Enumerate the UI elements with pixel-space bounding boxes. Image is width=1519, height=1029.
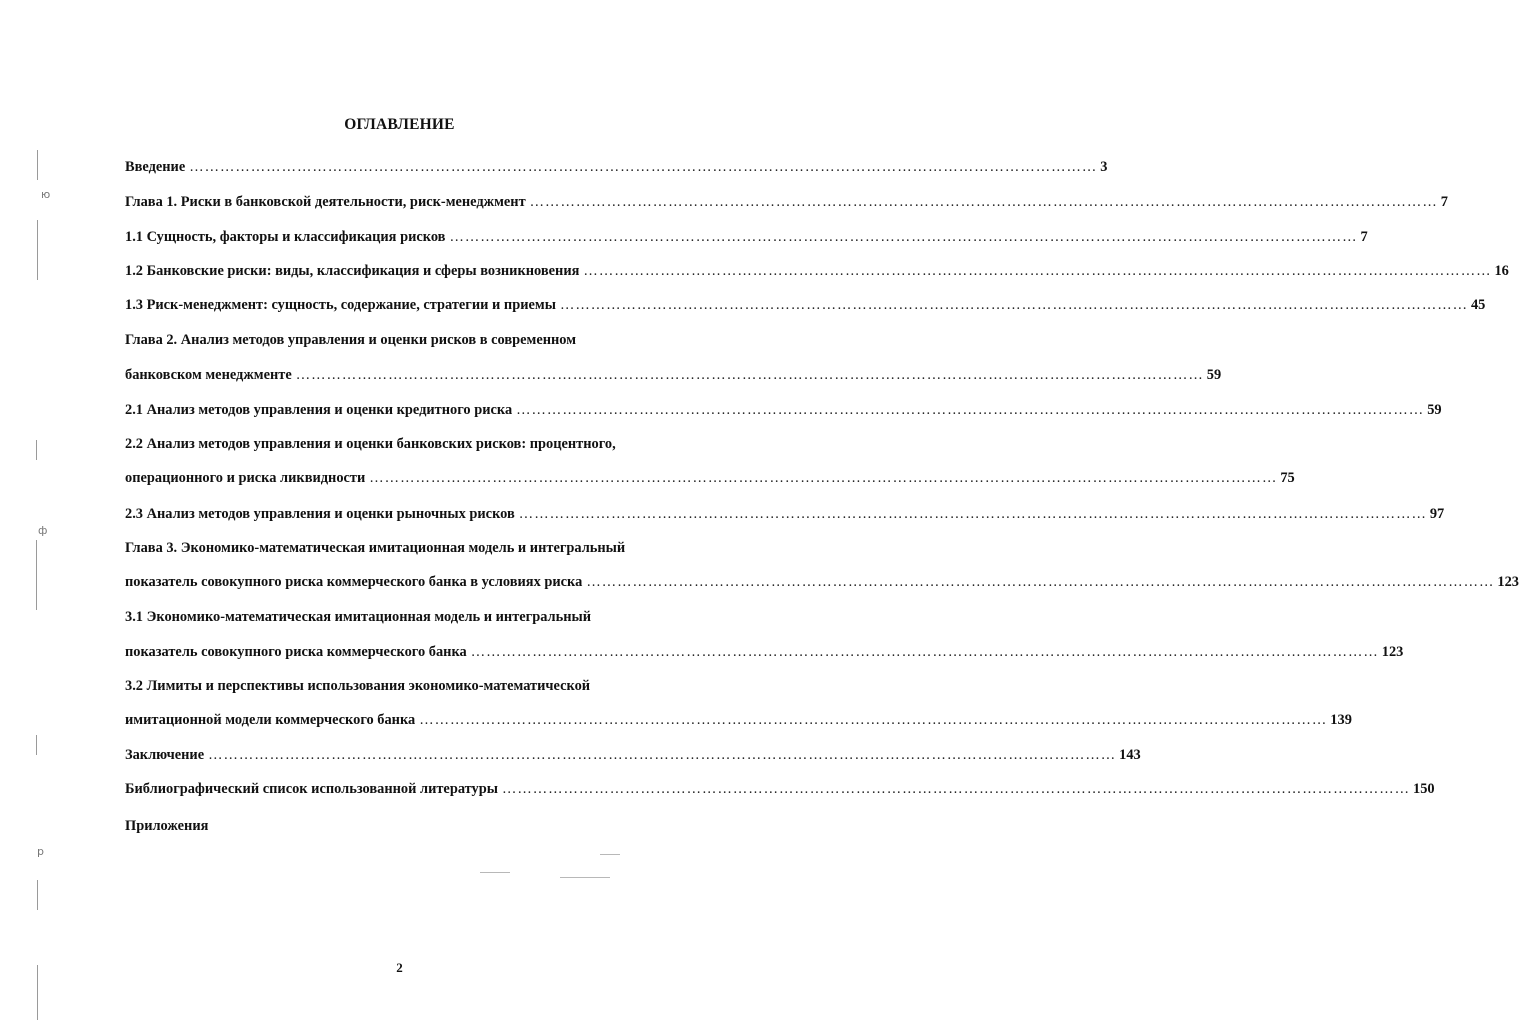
toc-entry-page: 97: [1429, 506, 1445, 522]
toc-leader-dots: ……………………………………………………………………………………………………………………………………………………………: [583, 263, 1492, 279]
toc-leader-dots: ……………………………………………………………………………………………………………………………………………………………: [208, 747, 1117, 763]
toc-entry-appendices[interactable]: Приложения: [125, 818, 209, 834]
toc-entry-chapter-3[interactable]: [125, 573, 1519, 591]
toc-leader-dots: ……………………………………………………………………………………………………………………………………………………………: [518, 506, 1427, 522]
scan-edge-line: [37, 880, 38, 910]
scan-edge-line: [37, 150, 38, 180]
toc-entry-page: 75: [1280, 470, 1295, 486]
toc-entry-page: 7: [1440, 194, 1448, 210]
toc-entry-page: 123: [1497, 574, 1519, 590]
toc-entry-page: 123: [1381, 644, 1404, 660]
toc-entry-chapter-2-line-1[interactable]: Глава 2. Анализ методов управления и оценки рисков в современном: [125, 332, 577, 348]
toc-leader-dots: ……………………………………………………………………………………………………………………………………………………………: [470, 644, 1379, 660]
toc-entry-bibliography[interactable]: [125, 780, 1435, 798]
toc-leader-dots: ……………………………………………………………………………………………………………………………………………………………: [529, 194, 1438, 210]
toc-entry-section-2-3[interactable]: [125, 505, 1445, 523]
toc-entry-text: Глава 1. Риски в банковской деятельности, риск-менеджмент: [125, 194, 526, 210]
toc-leader-dots: ……………………………………………………………………………………………………………………………………………………………: [586, 574, 1495, 590]
toc-entry-section-3-2-line-1[interactable]: 3.2 Лимиты и перспективы использования экономико-математической: [125, 678, 591, 694]
toc-entry-page: 139: [1330, 712, 1352, 728]
toc-leader-dots: ……………………………………………………………………………………………………………………………………………………………: [501, 781, 1411, 797]
toc-leader-dots: ……………………………………………………………………………………………………………………………………………………………: [449, 229, 1358, 245]
toc-entry-chapter-3-line-1[interactable]: Глава 3. Экономико-математическая имитационная модель и интегральный: [125, 540, 626, 556]
scan-edge-line: [36, 540, 37, 610]
toc-entry-section-3-1[interactable]: [125, 643, 1404, 661]
toc-entry-text: Введение: [125, 159, 186, 175]
toc-title: ОГЛАВЛЕНИЕ: [344, 116, 455, 133]
toc-leader-dots: ……………………………………………………………………………………………………………………………………………………………: [419, 712, 1328, 728]
toc-entry-text: банковском менеджменте: [125, 367, 292, 383]
page-number: 2: [396, 960, 403, 975]
margin-mark: ф: [38, 524, 48, 537]
toc-entry-text: имитационной модели коммерческого банка: [125, 712, 416, 728]
toc-entry-page: 16: [1494, 263, 1509, 279]
toc-entry-text: 1.1 Сущность, факторы и классификация рисков: [125, 229, 446, 245]
toc-leader-dots: ……………………………………………………………………………………………………………………………………………………………: [516, 402, 1425, 418]
toc-leader-dots: ……………………………………………………………………………………………………………………………………………………………: [559, 297, 1468, 313]
toc-entry-section-2-2[interactable]: [125, 469, 1295, 487]
toc-entry-chapter-1[interactable]: [125, 193, 1448, 211]
toc-entry-text: Библиографический список использованной литературы: [125, 781, 498, 797]
toc-entry-text: показатель совокупного риска коммерческого банка в условиях риска: [125, 574, 583, 590]
toc-entry-text: показатель совокупного риска коммерческого банка: [125, 644, 467, 660]
toc-entry-page: 59: [1206, 367, 1222, 383]
toc-entry-section-1-3[interactable]: [125, 296, 1486, 314]
toc-entry-text: 1.2 Банковские риски: виды, классификация и сферы возникновения: [125, 263, 580, 279]
toc-entry-page: 7: [1360, 229, 1368, 245]
toc-entry-introduction[interactable]: [125, 158, 1108, 176]
scan-edge-line: [36, 440, 37, 460]
toc-entry-text: 2.1 Анализ методов управления и оценки кредитного риска: [125, 402, 513, 418]
margin-mark: ю: [41, 188, 51, 201]
toc-leader-dots: ……………………………………………………………………………………………………………………………………………………………: [369, 470, 1278, 486]
toc-entry-section-2-2-line-1[interactable]: 2.2 Анализ методов управления и оценки банковских рисков: процентного,: [125, 436, 616, 452]
toc-entry-section-3-1-line-1[interactable]: 3.1 Экономико-математическая имитационная модель и интегральный: [125, 609, 592, 625]
toc-leader-dots: ……………………………………………………………………………………………………………………………………………………………: [189, 159, 1098, 175]
toc-entry-section-1-2[interactable]: [125, 262, 1509, 280]
toc-entry-section-1-1[interactable]: [125, 228, 1368, 246]
scan-edge-line: [37, 220, 38, 280]
toc-entry-text: операционного и риска ликвидности: [125, 470, 366, 486]
scan-speck: [600, 854, 620, 855]
toc-leader-dots: ……………………………………………………………………………………………………………………………………………………………: [295, 367, 1204, 383]
toc-entry-conclusion[interactable]: [125, 746, 1141, 764]
toc-entry-section-2-1[interactable]: [125, 401, 1442, 419]
toc-entry-page: 143: [1119, 747, 1141, 763]
toc-entry-text: 1.3 Риск-менеджмент: сущность, содержание, стратегии и приемы: [125, 297, 556, 313]
margin-mark: р: [37, 845, 44, 858]
toc-entry-section-3-2[interactable]: [125, 711, 1352, 729]
toc-entry-chapter-2[interactable]: [125, 366, 1222, 384]
toc-entry-page: 45: [1470, 297, 1486, 313]
toc-entry-text: Заключение: [125, 747, 205, 763]
scan-speck: [480, 872, 510, 873]
scan-edge-line: [36, 735, 37, 755]
scan-speck: [560, 877, 610, 878]
toc-entry-page: 3: [1100, 159, 1108, 175]
toc-entry-page: 150: [1413, 781, 1435, 797]
toc-entry-text: 2.3 Анализ методов управления и оценки рыночных рисков: [125, 506, 515, 522]
toc-entry-page: 59: [1427, 402, 1442, 418]
